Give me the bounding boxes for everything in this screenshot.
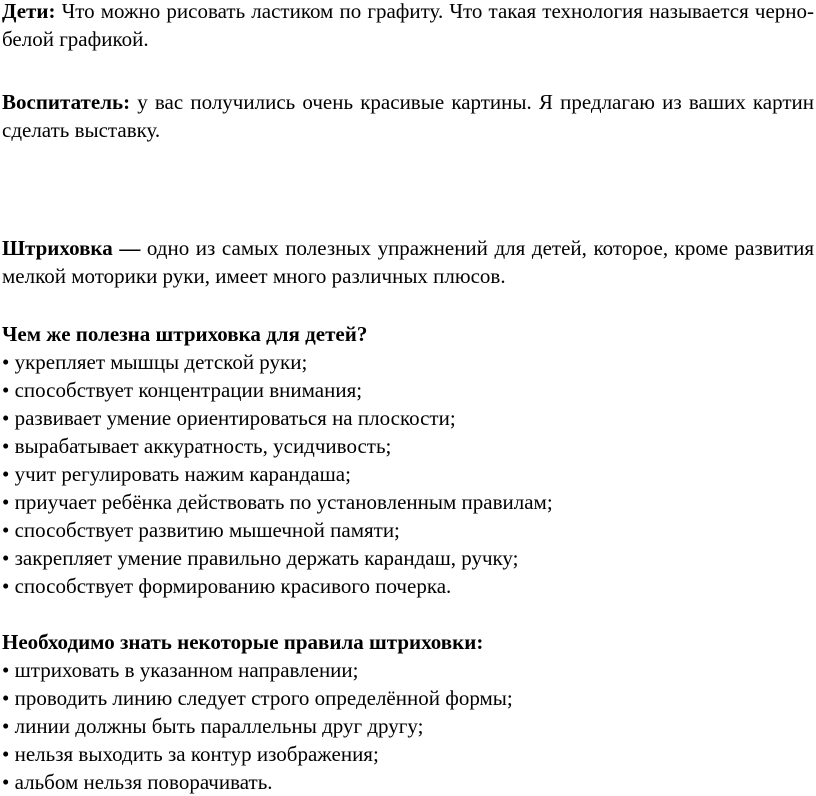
rules-section: [2, 628, 814, 796]
list-item: • линии должны быть параллельны друг другу;: [2, 714, 424, 738]
speaker-children: Дети:: [2, 0, 56, 23]
list-item: • укрепляет мышцы детской руки;: [2, 350, 308, 374]
list-item: • развивает умение ориентироваться на плоскости;: [2, 406, 456, 430]
intro-dash: —: [119, 236, 141, 260]
list-item: • альбом нельзя поворачивать.: [2, 770, 273, 794]
list-item: • штриховать в указанном направлении;: [2, 658, 359, 682]
rules-list: [2, 656, 814, 796]
list-item: • закрепляет умение правильно держать карандаш, ручку;: [2, 546, 519, 570]
list-item: • способствует формированию красивого почерка.: [2, 574, 452, 598]
intro-paragraph: [2, 234, 814, 290]
speaker-teacher: Воспитатель:: [2, 90, 131, 114]
intro-term: Штриховка: [2, 236, 113, 260]
benefits-section: [2, 320, 814, 600]
benefits-heading: Чем же полезна штриховка для детей?: [2, 322, 368, 346]
list-item: • учит регулировать нажим карандаша;: [2, 462, 351, 486]
intro-text: одно из самых полезных упражнений для детей, которое, кроме развития мелкой моторики руки, имеет много различных плюсов.: [2, 236, 815, 288]
dialogue-teacher-text: у вас получились очень красивые картины. Я предлагаю из ваших картин сделать выставку.: [2, 90, 814, 142]
dialogue-teacher: [2, 88, 814, 144]
benefits-list: [2, 348, 814, 600]
list-item: • нельзя выходить за контур изображения;: [2, 742, 379, 766]
dialogue-children: [2, 0, 814, 53]
list-item: • приучает ребёнка действовать по установленным правилам;: [2, 490, 553, 514]
list-item: • вырабатывает аккуратность, усидчивость;: [2, 434, 392, 458]
list-item: • способствует концентрации внимания;: [2, 378, 363, 402]
list-item: • способствует развитию мышечной памяти;: [2, 518, 400, 542]
rules-heading: Необходимо знать некоторые правила штриховки:: [2, 630, 484, 654]
list-item: • проводить линию следует строго определённой формы;: [2, 686, 513, 710]
dialogue-children-text: Что можно рисовать ластиком по графиту. Что такая технология называется черно-белой графикой.: [2, 0, 815, 51]
